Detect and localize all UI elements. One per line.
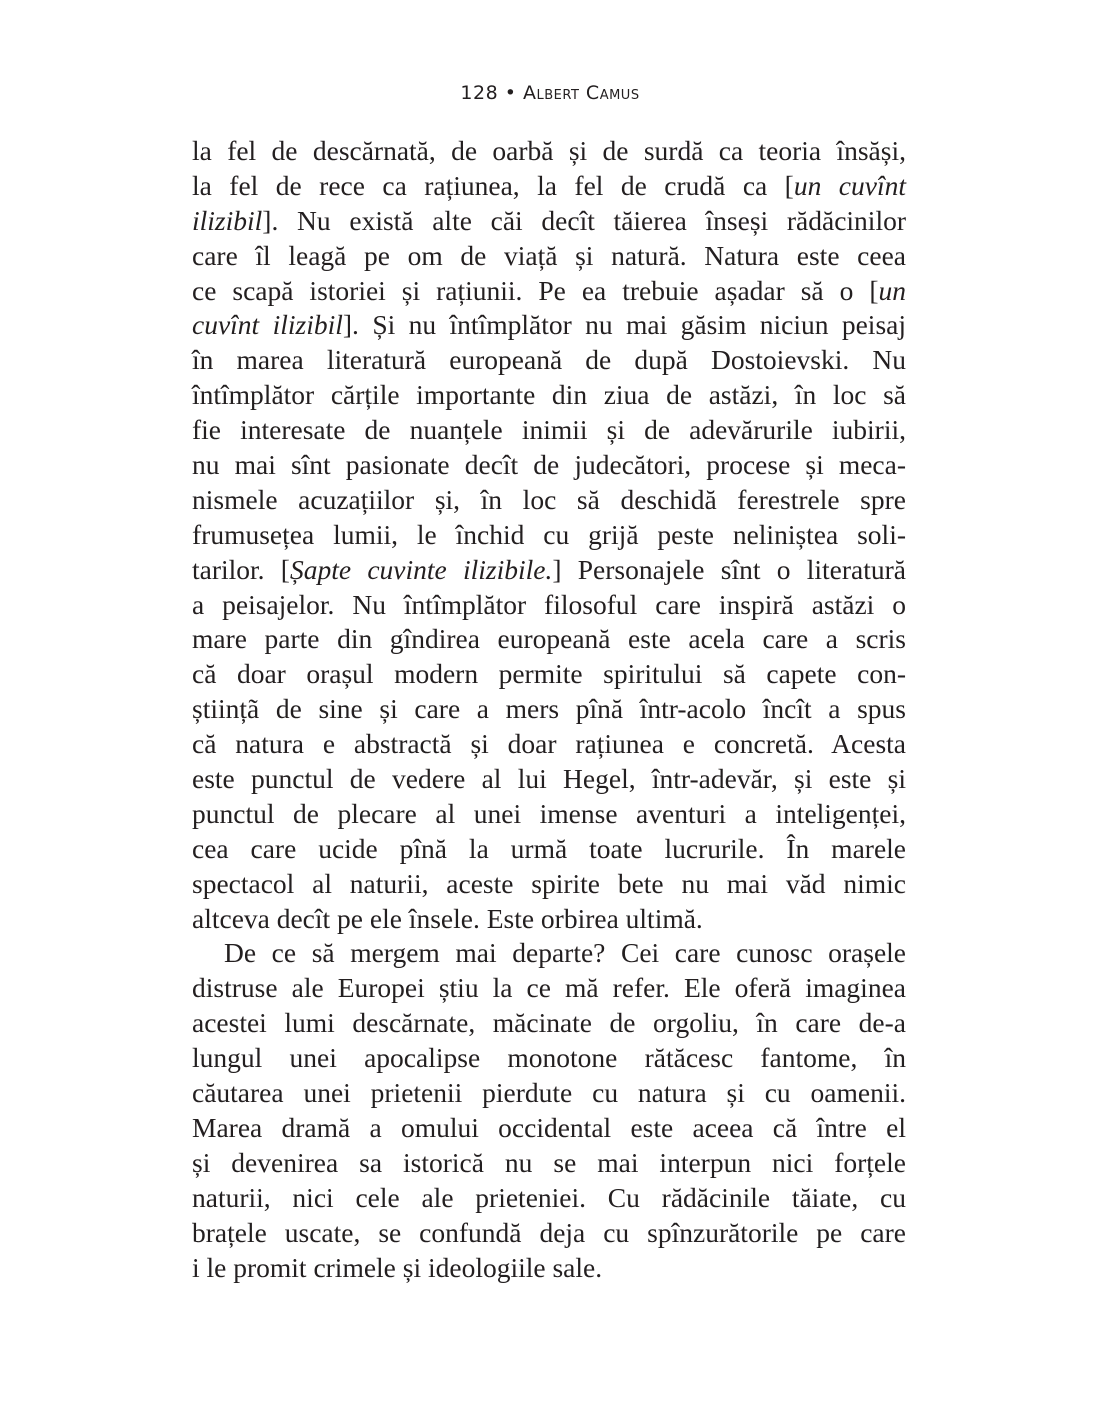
text-segment: naturii, nici cele ale prieteniei. Cu rădăcinile tăiate, cu xyxy=(192,1181,906,1213)
text-segment: este punctul de vedere al lui Hegel, într-adevăr, și este și xyxy=(192,763,906,795)
text-segment: a peisajelor. Nu întîmplător filosoful care inspiră astăzi o xyxy=(192,588,906,620)
text-line xyxy=(192,1006,906,1041)
text-segment: tarilor. [ xyxy=(192,553,290,585)
italic-text: ilizibil xyxy=(192,204,263,236)
text-line xyxy=(192,832,906,867)
text-segment: fie interesate de nuanțele inimii și de adevărurile iubirii, xyxy=(192,414,906,446)
text-line xyxy=(192,797,906,832)
body-text xyxy=(192,134,906,1285)
text-line xyxy=(192,588,906,623)
text-line xyxy=(192,1216,906,1251)
paragraph xyxy=(192,936,906,1285)
text-segment: științã de sine și care a mers pînă într-acolo încît a spus xyxy=(192,693,906,725)
text-segment: brațele uscate, se confundă deja cu spînzurătorile pe care xyxy=(192,1216,906,1248)
text-line xyxy=(192,1181,906,1216)
text-segment: Marea dramă a omului occidental este aceea că între el xyxy=(192,1111,906,1143)
text-line xyxy=(192,971,906,1006)
running-header xyxy=(0,82,1100,104)
text-segment: lungul unei apocalipse monotone rătăcesc fantome, în xyxy=(192,1042,906,1074)
italic-text: cuvînt ilizibil xyxy=(192,309,343,341)
italic-text: Șapte cuvinte ilizibile. xyxy=(289,553,553,585)
text-line xyxy=(192,169,906,204)
text-segment: ]. Și nu întîmplător nu mai găsim niciun peisaj xyxy=(342,309,906,341)
italic-text: un xyxy=(878,274,906,306)
text-line xyxy=(192,518,906,553)
text-line xyxy=(192,378,906,413)
text-line xyxy=(192,308,906,343)
text-segment: i le promit crimele și ideologiile sale. xyxy=(192,1251,603,1283)
paragraph xyxy=(192,134,906,936)
text-line xyxy=(192,622,906,657)
author-name: Albert Camus xyxy=(522,82,640,104)
text-segment: acestei lumi descărnate, măcinate de orgoliu, în care de-a xyxy=(192,1007,906,1039)
text-segment: că doar orașul modern permite spiritului să capete con- xyxy=(192,658,906,690)
text-line xyxy=(192,274,906,309)
text-segment: spectacol al naturii, aceste spirite bete nu mai văd nimic xyxy=(192,867,906,899)
text-line xyxy=(192,1041,906,1076)
text-segment: cea care ucide pînă la urmă toate lucrurile. În marele xyxy=(192,832,906,864)
header-separator: • xyxy=(504,82,517,104)
text-segment: distruse ale Europei știu la ce mă refer. Ele oferă imaginea xyxy=(192,972,906,1004)
text-line xyxy=(192,343,906,378)
text-line xyxy=(192,239,906,274)
text-line xyxy=(192,448,906,483)
text-segment: că natura e abstractă și doar rațiunea e concretă. Acesta xyxy=(192,728,906,760)
page-number: 128 xyxy=(460,82,499,104)
text-line xyxy=(192,204,906,239)
text-segment: și devenirea sa istorică nu se mai interpun nici forțele xyxy=(192,1146,906,1178)
text-line xyxy=(192,867,906,902)
text-line xyxy=(192,692,906,727)
text-line xyxy=(192,727,906,762)
text-line xyxy=(192,1076,906,1111)
text-segment: căutarea unei prietenii pierdute cu natura și cu oamenii. xyxy=(192,1077,906,1109)
text-line xyxy=(192,657,906,692)
text-segment: la fel de rece ca rațiunea, la fel de crudă ca [ xyxy=(192,169,794,201)
text-line xyxy=(192,134,906,169)
text-segment: ]. Nu există alte căi decît tăierea înseși rădăcinilor xyxy=(262,204,906,236)
text-segment: altceva decît pe ele însele. Este orbirea ultimă. xyxy=(192,902,703,934)
text-segment: la fel de descărnată, de oarbă și de surdă ca teoria însăși, xyxy=(192,135,906,166)
text-segment: punctul de plecare al unei imense aventuri a inteligenței, xyxy=(192,797,906,829)
text-line xyxy=(192,1111,906,1146)
text-segment: mare parte din gîndirea europeană este acela care a scris xyxy=(192,623,906,655)
text-segment: în marea literatură europeană de după Dostoievski. Nu xyxy=(192,344,906,376)
text-line xyxy=(192,936,906,971)
text-segment: De ce să mergem mai departe? Cei care cunosc orașele xyxy=(224,937,906,969)
text-line xyxy=(192,553,906,588)
text-line xyxy=(192,413,906,448)
text-line xyxy=(192,1146,906,1181)
italic-text: un cuvînt xyxy=(793,169,906,201)
text-segment: nismele acuzațiilor și, în loc să deschidă ferestrele spre xyxy=(192,483,906,515)
text-segment: întîmplător cărțile importante din ziua de astăzi, în loc să xyxy=(192,379,906,411)
text-line xyxy=(192,902,906,937)
text-line xyxy=(192,762,906,797)
text-line xyxy=(192,1251,906,1286)
text-segment: ] Personajele sînt o literatură xyxy=(552,553,906,585)
text-segment: care îl leagă pe om de viață și natură. Natura este ceea xyxy=(192,239,906,271)
text-segment: nu mai sînt pasionate decît de judecători, procese și meca- xyxy=(192,449,906,481)
text-segment: ce scapă istoriei și rațiunii. Pe ea trebuie așadar să o [ xyxy=(192,274,879,306)
text-segment: frumusețea lumii, le închid cu grijă peste neliniștea soli- xyxy=(192,518,906,550)
text-line xyxy=(192,483,906,518)
